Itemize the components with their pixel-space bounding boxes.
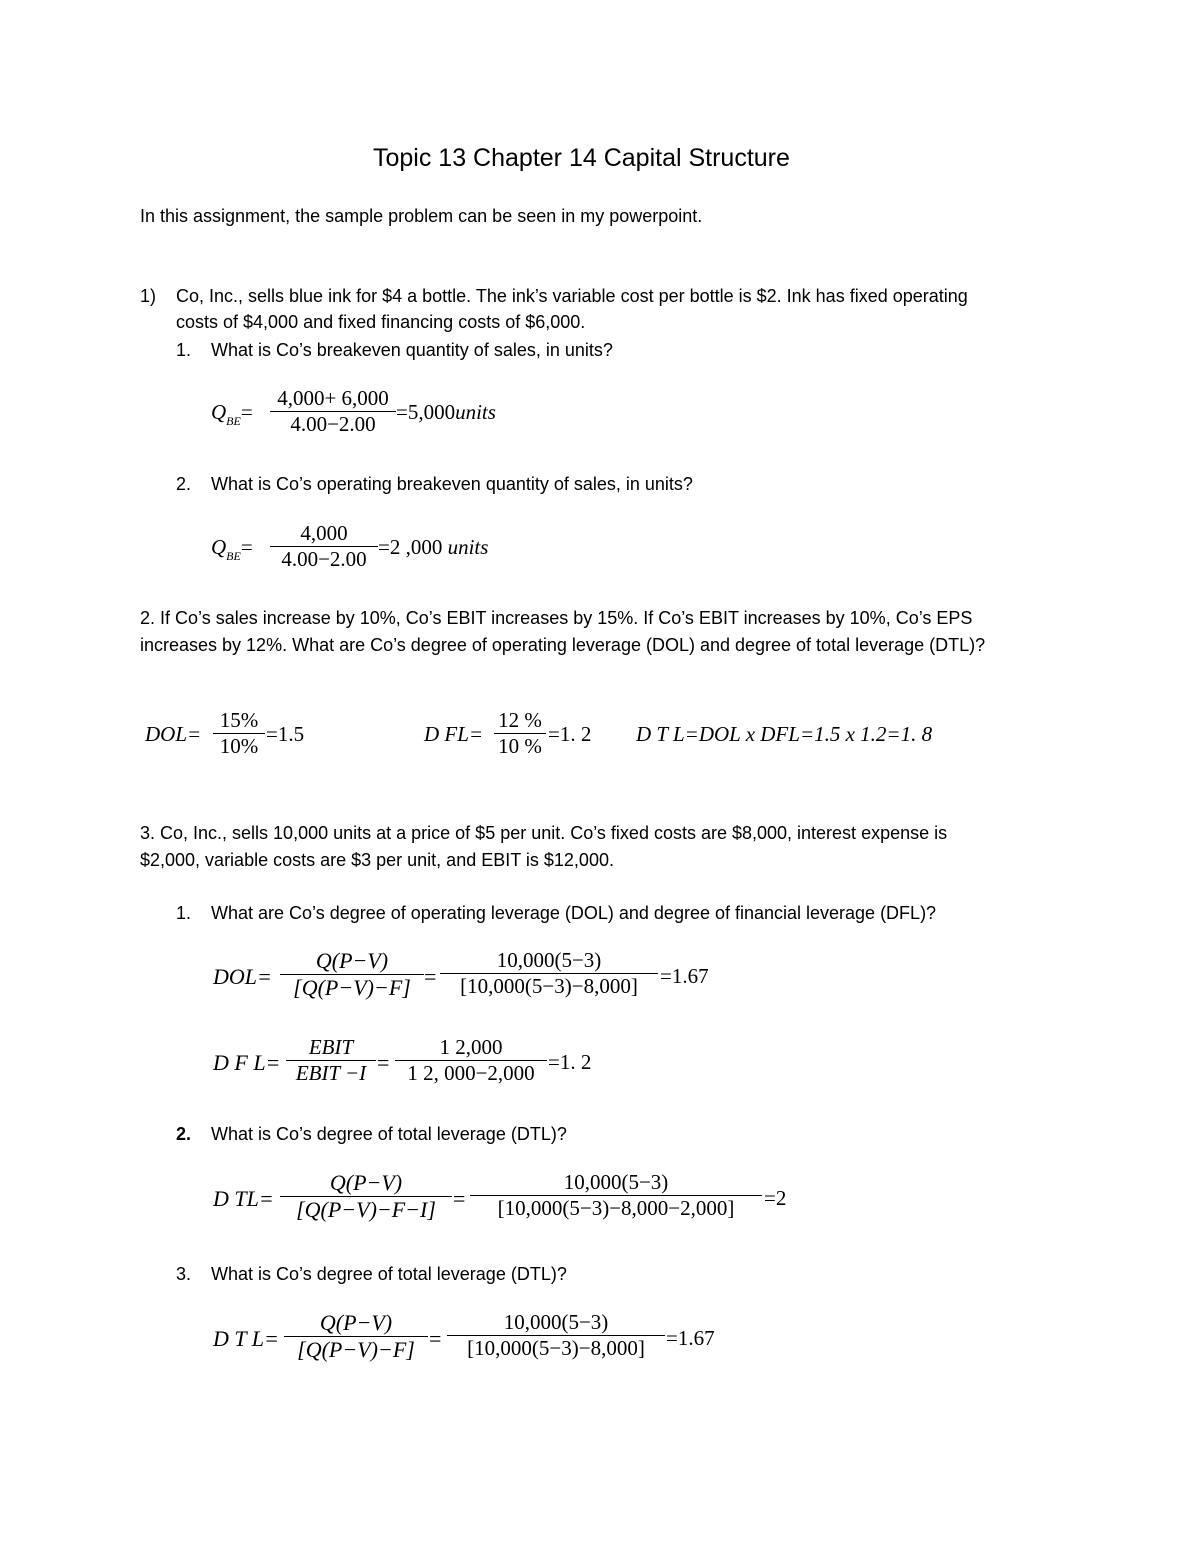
q3-dtl1-equals: =: [453, 1186, 466, 1211]
q3-dtl2-fraction-numeric: $\frac{10,000(5-3)}{[10,000(5-3)-8,000]}$: [447, 1310, 665, 1361]
q1-eq2-fraction: $\frac{4,000}{4.00-2.00}$: [270, 521, 378, 572]
q2-dol-result: =1.5: [266, 722, 305, 746]
q3-dol-lhs: DOL=: [213, 964, 272, 989]
q3-dol-result: =1.67: [660, 964, 709, 988]
q1-sub1-marker: 1.: [176, 340, 192, 360]
q3-dfl-fraction-numeric: $\frac{1 2,000}{1 2, 000-2,000}$: [395, 1035, 547, 1086]
q2-text-line1: 2. If Co’s sales increase by 10%, Co’s EBIT increases by 15%. If Co’s EBIT increases by 10%, Co’s EPS: [140, 608, 973, 628]
q2-text-line2: increases by 12%. What are Co’s degree of operating leverage (DOL) and degree of total leverage (DTL)?: [140, 635, 986, 655]
q3-dtl2-fraction-symbolic: $\frac{Q(P-V)}{[Q(P-V)-F]}$: [284, 1310, 428, 1363]
q1-sub2-text: What is Co’s operating breakeven quantity of sales, in units?: [211, 474, 693, 494]
q2-dol-lhs: DOL=: [145, 722, 202, 746]
q3-dtl2-equals: =: [429, 1326, 442, 1351]
q3-dtl2-result: =1.67: [666, 1326, 715, 1350]
q3-dol-fraction-numeric: $\frac{10,000(5-3)}{[10,000(5-3)-8,000]}$: [440, 948, 658, 999]
q1-eq2-lhs: $Q_{BE}=$: [211, 535, 253, 563]
q1-eq1-result: =5,000units: [396, 400, 496, 424]
q3-text-line1: 3. Co, Inc., sells 10,000 units at a price of $5 per unit. Co’s fixed costs are $8,000, interest expense is: [140, 823, 948, 843]
q3-dfl-lhs: D F L=: [213, 1050, 281, 1075]
q1-text-line1: Co, Inc., sells blue ink for $4 a bottle. The ink’s variable cost per bottle is $2. Ink has fixed operating: [176, 286, 968, 306]
q3-dtl1-lhs: D TL=: [213, 1186, 274, 1211]
q1-eq1-lhs: $Q_{BE}=$: [211, 400, 253, 428]
q3-dtl1-fraction-numeric: $\frac{10,000(5-3)}{[10,000(5-3)-8,000-2,000]}$: [470, 1170, 762, 1221]
q1-sub1-text: What is Co’s breakeven quantity of sales, in units?: [211, 340, 613, 360]
q3-text-line2: $2,000, variable costs are $3 per unit, and EBIT is $12,000.: [140, 850, 614, 870]
intro-text: In this assignment, the sample problem can be seen in my powerpoint.: [140, 206, 703, 226]
q3-dfl-result: =1. 2: [548, 1050, 592, 1074]
q3-dtl1-result: =2: [764, 1186, 787, 1210]
q1-marker: 1): [140, 286, 157, 306]
q3-dtl2-lhs: D T L=: [213, 1326, 279, 1351]
q3-sub1-marker: 1.: [176, 903, 192, 923]
q3-dtl1-fraction-symbolic: $\frac{Q(P-V)}{[Q(P-V)-F-I]}$: [280, 1170, 452, 1223]
q2-dfl-result: =1. 2: [548, 722, 592, 746]
q1-sub2-marker: 2.: [176, 474, 192, 494]
q3-dfl-fraction-symbolic: EBIT EBIT −I: [286, 1035, 376, 1086]
q3-sub1-text: What are Co’s degree of operating leverage (DOL) and degree of financial leverage (DFL)?: [211, 903, 937, 923]
q3-sub2-marker: 2.: [176, 1124, 192, 1144]
q3-sub3-text: What is Co’s degree of total leverage (DTL)?: [211, 1264, 567, 1284]
q2-dtl-equation: D T L=DOL x DFL=1.5 x 1.2=1. 8: [636, 722, 933, 746]
q2-dfl-fraction: $\frac{12 \%}{10 \%}$: [494, 708, 546, 759]
page-title: Topic 13 Chapter 14 Capital Structure: [373, 144, 790, 172]
q1-eq2-result: =2 ,000 units: [378, 535, 489, 559]
q1-eq1-fraction: $\frac{4,000+ 6,000}{4.00-2.00}$: [270, 386, 396, 437]
q3-sub3-marker: 3.: [176, 1264, 192, 1284]
q2-dfl-lhs: D FL=: [424, 722, 484, 746]
q3-sub2-text: What is Co’s degree of total leverage (DTL)?: [211, 1124, 567, 1144]
q1-text-line2: costs of $4,000 and fixed financing costs of $6,000.: [176, 312, 586, 332]
q2-dol-fraction: $\frac{15\%}{10\%}$: [213, 708, 265, 759]
q3-dol-fraction-symbolic: $\frac{Q(P-V)}{[Q(P-V)-F]}$: [280, 948, 424, 1001]
q3-dol-equals: =: [424, 964, 437, 989]
q3-dfl-equals: =: [377, 1050, 390, 1075]
